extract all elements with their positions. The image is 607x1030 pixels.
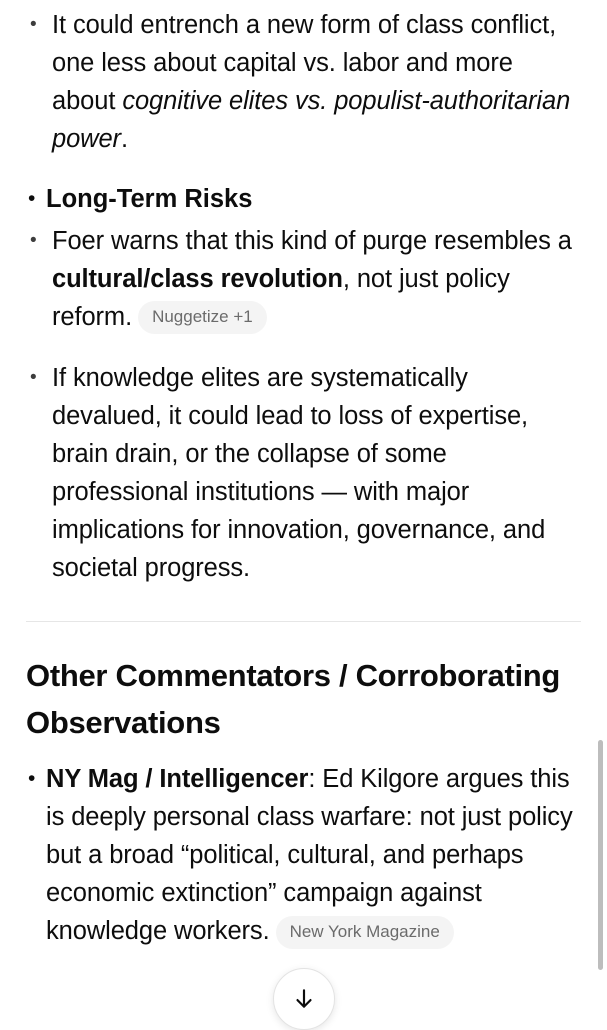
bullet-text-italic: cognitive elites vs. populist-authoritarian power — [52, 87, 571, 153]
top-bullet-list — [26, 6, 581, 158]
commentator-source: NY Mag / Intelligencer — [46, 765, 309, 794]
page-title: Other Commentators / Corroborating Observations — [26, 658, 561, 741]
risk-item-text: If knowledge elites are systematically devalued, it could lead to loss of expertise, brain drain, or the collapse of some professional institutions — with major implications for innovation, governance, and societal progress. — [52, 364, 546, 583]
long-term-risks-heading: Long-Term Risks — [46, 185, 253, 213]
scroll-to-bottom-button[interactable] — [273, 968, 335, 1030]
citation-chip[interactable]: New York Magazine — [276, 916, 454, 949]
list-item — [26, 222, 581, 337]
bullet-text-part2: . — [120, 125, 128, 153]
vertical-scrollbar[interactable] — [598, 740, 603, 970]
risk-text-part2: , not just policy reform. — [52, 265, 510, 331]
commentator-body: : Ed Kilgore argues this is deeply personal class warfare: not just policy but a broad “political, cultural, and perhaps economic extinction” campaign against knowledge workers. — [46, 765, 573, 946]
long-term-risks-section — [26, 180, 581, 218]
section-divider — [26, 621, 581, 622]
other-commentators-list — [26, 760, 581, 951]
risk-item-text — [52, 227, 572, 331]
risk-text-bold: cultural/class revolution — [52, 265, 343, 293]
top-bullet-block — [26, 0, 581, 158]
list-item — [26, 359, 581, 587]
list-item — [26, 760, 581, 951]
risk-text-part1: Foer warns that this kind of purge resembles a — [52, 227, 572, 255]
long-term-risks-list — [26, 222, 581, 587]
arrow-down-icon — [291, 986, 317, 1012]
list-item — [26, 6, 581, 158]
list-item-heading — [26, 180, 581, 218]
bullet-text-part1: It could entrench a new form of class conflict, one less about capital vs. labor and more about — [52, 11, 557, 115]
bullet-text — [52, 11, 570, 153]
citation-chip[interactable]: Nuggetize +1 — [138, 301, 267, 334]
